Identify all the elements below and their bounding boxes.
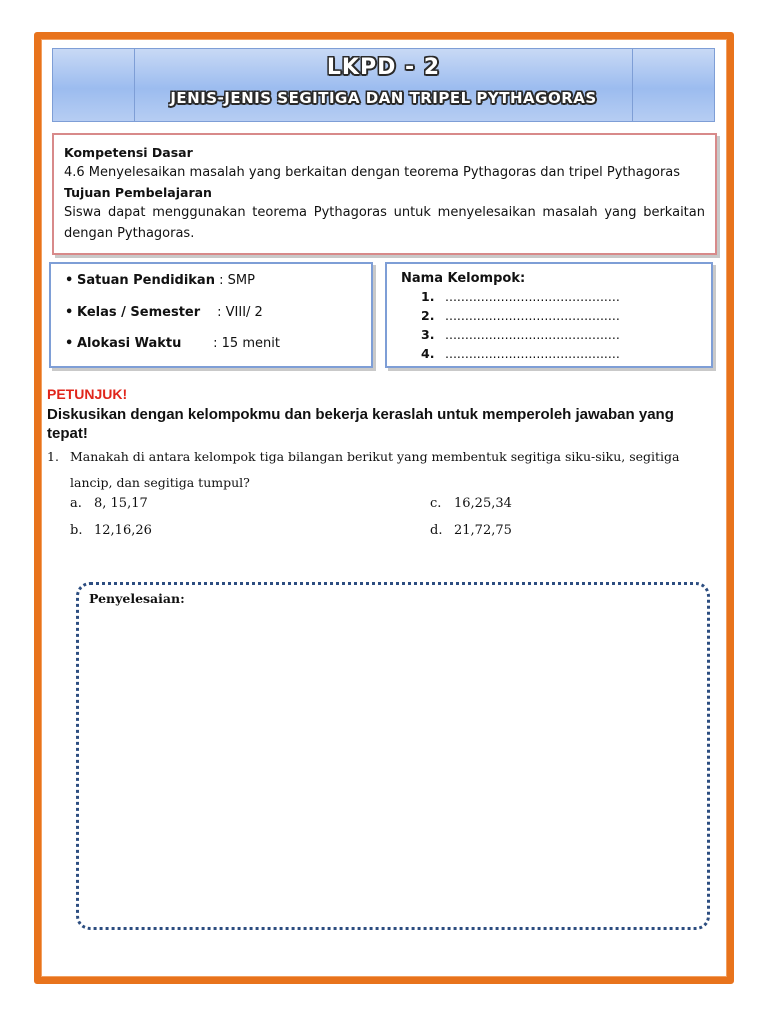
identity-box [49, 262, 373, 368]
kelas-value: : VIII/ 2 [217, 305, 263, 320]
petunjuk-heading: PETUNJUK! [47, 386, 128, 402]
member-line[interactable] [421, 308, 620, 323]
worksheet-subtitle: JENIS-JENIS SEGITIGA DAN TRIPEL PYTHAGORAS [170, 89, 597, 107]
option-value: 21,72,75 [454, 523, 512, 538]
kompetensi-box [52, 133, 717, 255]
bullet-icon: • [65, 273, 74, 288]
member-number: 4. [421, 346, 435, 361]
member-line[interactable] [421, 346, 620, 361]
bullet-icon: • [65, 305, 74, 320]
member-blank: ............................................ [445, 346, 620, 361]
alokasi-value: : 15 menit [213, 336, 280, 351]
kelas-label: Kelas / Semester [77, 305, 201, 320]
option-value: 8, 15,17 [94, 496, 148, 511]
title-banner [52, 48, 715, 122]
alokasi-row [65, 336, 280, 351]
solution-area[interactable] [76, 582, 710, 930]
satuan-row [65, 273, 255, 288]
option-value: 12,16,26 [94, 523, 152, 538]
petunjuk-text: Diskusikan dengan kelompokmu dan bekerja keraslah untuk memperoleh jawaban yang tepat! [47, 406, 674, 442]
option-key: c. [430, 496, 442, 511]
member-blank: ............................................ [445, 308, 620, 323]
member-number: 1. [421, 289, 435, 304]
solution-label: Penyelesaian: [89, 591, 185, 606]
tujuan-text: Siswa dapat menggunakan teorema Pythagoras untuk menyelesaikan masalah yang berkaitan dengan Pythagoras. [64, 205, 705, 241]
option-key: a. [70, 496, 82, 511]
question [47, 444, 717, 496]
kelompok-title: Nama Kelompok: [401, 271, 526, 286]
banner-left-cell [53, 49, 135, 121]
member-line[interactable] [421, 327, 620, 342]
satuan-value: : SMP [219, 273, 255, 288]
kelompok-box [385, 262, 713, 368]
kd-text: 4.6 Menyelesaikan masalah yang berkaitan dengan teorema Pythagoras dan tripel Pythagoras [64, 165, 681, 180]
option-a [70, 496, 148, 511]
banner-right-cell [632, 49, 714, 121]
member-blank: ............................................ [445, 289, 620, 304]
option-d [430, 523, 512, 538]
alokasi-label: Alokasi Waktu [77, 336, 182, 351]
option-key: b. [70, 523, 83, 538]
worksheet-title: LKPD - 2 [326, 55, 441, 80]
tujuan-heading: Tujuan Pembelajaran [64, 185, 212, 200]
question-text: Manakah di antara kelompok tiga bilangan berikut yang membentuk segitiga siku-siku, segitiga lancip, dan segitiga tumpul? [70, 449, 680, 490]
member-line[interactable] [421, 289, 620, 304]
option-c [430, 496, 512, 511]
option-key: d. [430, 523, 443, 538]
question-number: 1. [47, 449, 59, 464]
option-value: 16,25,34 [454, 496, 512, 511]
member-blank: ............................................ [445, 327, 620, 342]
kd-heading: Kompetensi Dasar [64, 145, 193, 160]
member-number: 2. [421, 308, 435, 323]
option-b [70, 523, 152, 538]
satuan-label: Satuan Pendidikan [77, 273, 215, 288]
bullet-icon: • [65, 336, 74, 351]
kelas-row [65, 305, 263, 320]
member-number: 3. [421, 327, 435, 342]
